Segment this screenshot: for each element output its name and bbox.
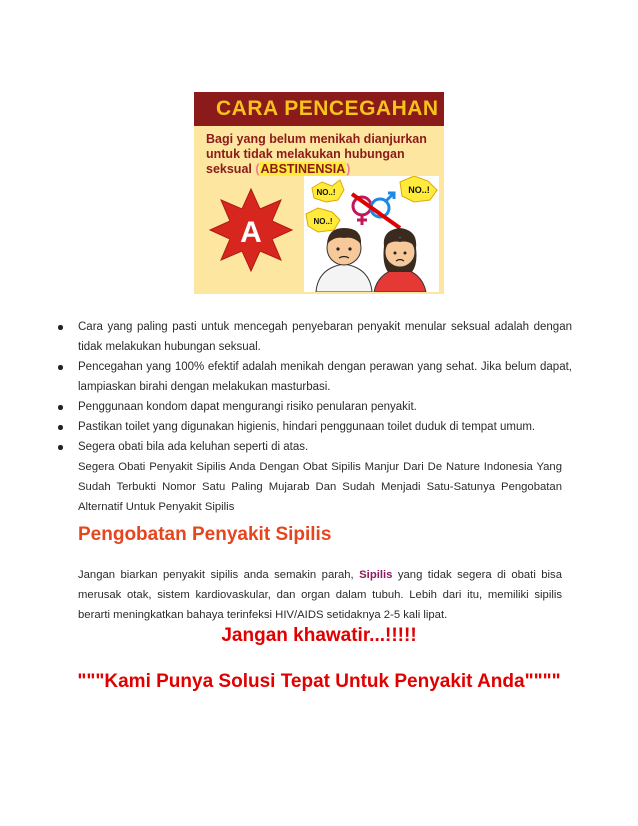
list-item	[52, 437, 572, 457]
section-heading: Pengobatan Penyakit Sipilis	[78, 524, 332, 545]
warning-text-before: Jangan biarkan penyakit sipilis anda semakin parah,	[78, 569, 360, 581]
bullet-text: Pastikan toilet yang digunakan higienis, hindari penggunaan toilet duduk di tempat umum.	[78, 421, 536, 433]
bullet-icon	[58, 425, 63, 430]
prevention-bullet-list	[52, 317, 572, 457]
banner-subtitle-line-3	[206, 162, 438, 177]
solution-callout: """Kami Punya Solusi Tepat Untuk Penyakit Anda""""	[77, 671, 561, 692]
reassurance-callout: Jangan khawatir...!!!!!	[221, 625, 417, 646]
bullet-icon	[58, 445, 63, 450]
bullet-icon	[58, 365, 63, 370]
warning-paragraph	[78, 565, 562, 625]
banner-subtitle-line-2: untuk tidak melakukan hubungan	[206, 147, 405, 161]
paren-close: )	[346, 162, 351, 176]
abstinensia-highlight: ABSTINENSIA	[260, 162, 346, 176]
star-badge-icon	[208, 187, 294, 273]
banner-title: CARA PENCEGAHAN	[216, 97, 439, 120]
list-item	[52, 397, 572, 417]
banner-line3-prefix: seksual	[206, 162, 256, 176]
bullet-text: Penggunaan kondom dapat mengurangi risiko penularan penyakit.	[78, 401, 417, 413]
warning-text-after: yang tidak segera di obati bisa merusak otak, sistem kardiovaskular, dan organ dalam tubuh. Lebih dari itu, memiliki sipilis berarti meningkatkan bahaya terinfeksi HIV/AIDS setidaknya 2-5 kali lipat.	[78, 569, 562, 621]
bullet-text: Pencegahan yang 100% efektif adalah menikah dengan perawan yang sehat. Jika belum dapat, lampiaskan birahi dengan melakukan masturbasi.	[78, 361, 572, 393]
speech-1-text: NO..!	[316, 188, 336, 197]
banner-subtitle-line-1: Bagi yang belum menikah dianjurkan	[206, 132, 427, 146]
paren-open: (	[255, 162, 260, 176]
speech-2-text: NO..!	[408, 185, 430, 195]
badge-letter: A	[240, 216, 262, 249]
bullet-icon	[58, 325, 63, 330]
list-item	[52, 417, 572, 437]
list-item	[52, 317, 572, 357]
speech-3-text: NO..!	[313, 217, 333, 226]
cartoon-couple-illustration	[304, 176, 439, 292]
promo-paragraph: Segera Obati Penyakit Sipilis Anda Dengan Obat Sipilis Manjur Dari De Nature Indonesia Yang Sudah Terbukti Nomor Satu Paling Mujarab Dan Sudah Menjadi Satu-Satunya Pengobatan Alternatif Untuk Penyakit Sipilis	[78, 461, 562, 513]
list-item	[52, 357, 572, 397]
bullet-icon	[58, 405, 63, 410]
bullet-text: Segera obati bila ada keluhan seperti di atas.	[78, 441, 309, 453]
sipilis-keyword: Sipilis	[359, 569, 393, 581]
prevention-banner-image	[194, 92, 444, 294]
bullet-text: Cara yang paling pasti untuk mencegah penyebaran penyakit menular seksual adalah dengan tidak melakukan hubungan seksual.	[78, 321, 572, 353]
